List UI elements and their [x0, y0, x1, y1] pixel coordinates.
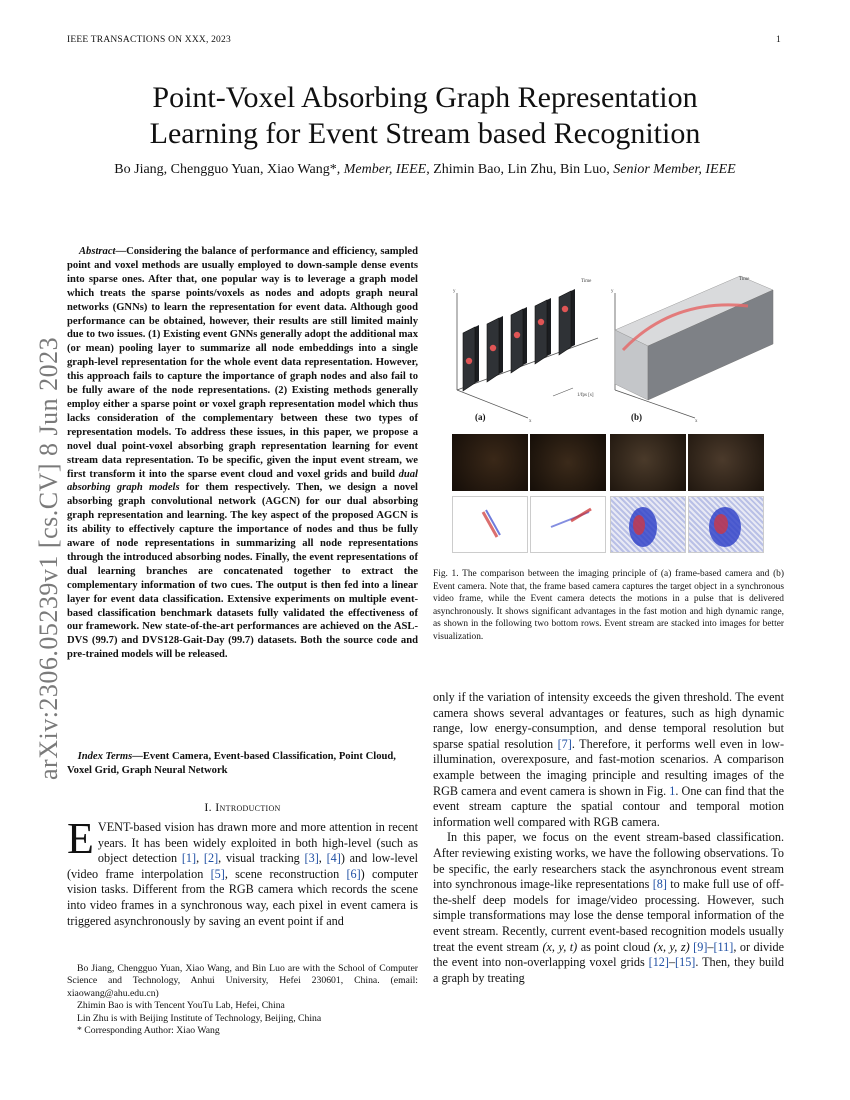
footnote: * Corresponding Author: Xiao Wang	[77, 1025, 220, 1037]
intro-text: , visual tracking	[218, 851, 305, 866]
title-line-1: Point-Voxel Absorbing Graph Representation	[152, 81, 698, 114]
abstract-label: Abstract	[78, 246, 116, 257]
video-frame	[511, 309, 523, 373]
body-text: only if the variation of intensity exceeds the given threshold. The event camera shows several advantages or features, such as high dynamic range, low energy-consumption, and dense temporal resolution but sparse spatial resolution	[433, 690, 784, 751]
citation-link[interactable]: [7]	[557, 736, 572, 751]
body-text: , or divide the event into non-overlapping voxel grids	[433, 939, 785, 970]
body-text: to make full use of off-the-shelf deep models for image/video processing. However, such simple transformations may lose the dense temporal information of the event stream. Recently, current event-based recognition models usually treat the event stream	[433, 877, 784, 954]
imaging-principle-diagram	[433, 268, 784, 428]
body-text: . Then, they build a graph by treating	[433, 955, 785, 985]
citation-link[interactable]: [4]	[326, 851, 341, 866]
figure-link[interactable]: 1	[669, 783, 676, 798]
video-frame	[535, 300, 547, 364]
citation-link[interactable]: [8]	[652, 877, 667, 892]
section-heading: I. Introduction	[204, 800, 281, 814]
abstract-text-2: for them respectively. Then, we design a novel absorbing graph convolutional network (AGCN) for our dual absorbing graph representation and learning. The key aspect of the proposed AGCN is its ability to effectively capture the importance of nodes and thus be fully aware of node representations in summarizing all node representations through the introduced absorbing nodes. Finally, the event representations of dual learning branches are concatenated together to extract the complementary information of two cues. The output is then fed into a linear layer for event data classification. Extensive experiments on multiple event-based classification benchmark datasets fully validated the effectiveness of our framework. New state-of-the-art performances are achieved on the ASL-DVS (99.7) and DVS128-Gait-Day (99.7) datasets. Both the source code and pre-trained models will be released.	[67, 482, 418, 661]
event-frame-4	[688, 496, 764, 553]
event-frame-3	[610, 496, 686, 553]
intro-text: VENT-based vision has drawn more and more attention in recent years. It has been widely exploited in both high-level (such as object detection	[97, 820, 418, 866]
video-frame-edge	[475, 325, 479, 383]
citation-link[interactable]: [15]	[675, 955, 696, 970]
math-inline: (x, y, z)	[653, 939, 690, 954]
abstract	[67, 245, 418, 662]
axis-x-b: x	[695, 419, 698, 424]
paragraph	[433, 830, 784, 986]
body-text: –	[668, 955, 676, 970]
target-object-dot	[514, 332, 520, 338]
body-text: –	[707, 939, 714, 954]
authors-middle: , Zhimin Bao, Lin Zhu, Bin Luo,	[426, 162, 610, 177]
intro-text: ) and low-level (video frame interpolation	[67, 851, 419, 881]
authors-main: Bo Jiang, Chengguo Yuan, Xiao Wang*,	[114, 162, 341, 177]
running-header: IEEE TRANSACTIONS ON XXX, 2023	[67, 35, 231, 45]
paper-title	[60, 80, 790, 152]
author-list	[40, 162, 810, 178]
arxiv-stamp	[30, 300, 64, 780]
label-a: (a)	[475, 412, 486, 422]
video-frame-edge	[523, 307, 527, 365]
intro-text: ) computer vision tasks. Different from the RGB camera which records the scene into video frames in a synchronous way, each pixel in event camera is triggered asynchronously by saving an event point if and	[67, 866, 418, 928]
authors-senior: Senior Member, IEEE	[613, 162, 736, 177]
target-object-dot	[538, 319, 544, 325]
axis-y-b: y	[611, 289, 614, 294]
right-column-text	[433, 690, 784, 986]
axis-time-b: Time	[739, 277, 750, 282]
event-camera-diagram	[611, 276, 773, 424]
target-object-dot	[562, 306, 568, 312]
target-object-dot	[490, 345, 496, 351]
event-frame-2	[530, 496, 606, 553]
rgb-frame-2	[530, 434, 606, 491]
video-frame-edge	[499, 316, 503, 374]
intro-text: ,	[196, 851, 204, 866]
index-terms	[67, 750, 418, 778]
footnote: Zhimin Bao is with Tencent YouTu Lab, Hefei, China	[77, 1000, 285, 1012]
index-terms-label: Index Terms	[77, 751, 133, 762]
event-frame-1	[452, 496, 528, 553]
citation-link[interactable]: [6]	[346, 866, 361, 881]
abstract-emphasis: dual absorbing graph models	[67, 468, 418, 494]
axis-time-a: Time	[581, 279, 592, 284]
citation-link[interactable]: [2]	[203, 851, 219, 866]
axis-x-a: x	[529, 419, 532, 424]
figure-caption: Fig. 1. The comparison between the imaging principle of (a) frame-based camera and (b) Event camera. Note that, the frame based camera captures the target object in a synchronous video frame, while the Event camera detects the motions in a pulse that is delivered asynchronously. It shows significant advantages in the fast motion and high dynamic range, as shown in the following two bottom rows. Event stream are stacked into images for better visualization.	[433, 569, 784, 642]
citation-link[interactable]: [3]	[304, 851, 319, 866]
video-frame-edge	[547, 298, 551, 356]
axis-y-a: y	[453, 289, 456, 294]
video-frame-edge	[571, 289, 575, 347]
intro-paragraph	[67, 814, 419, 929]
citation-link[interactable]: [1]	[181, 851, 197, 866]
title-line-2: Learning for Event Stream based Recognition	[149, 117, 701, 150]
body-text: In this paper, we focus on the event stream-based classification. After reviewing existing works, we have the following observations. To be specific, the early researchers stack the asynchronous event stream into synchronous image-like representations	[433, 830, 784, 892]
label-b: (b)	[631, 412, 642, 422]
page-number: 1	[776, 35, 781, 45]
arxiv-stamp-text: arXiv:2306.05239v1 [cs.CV] 8 Jun 2023	[34, 336, 63, 780]
footnotes	[67, 963, 418, 1037]
citation-link[interactable]: [5]	[210, 866, 225, 881]
frame-based-diagram	[453, 279, 598, 424]
citation-link[interactable]: [12]	[648, 955, 669, 970]
citation-link[interactable]: [9]	[693, 939, 708, 954]
figure-1-top	[433, 268, 784, 428]
body-text: . One can find that the event stream capture the spatial contour and temporal motion information well compared with RGB camera.	[433, 783, 785, 829]
intro-text: , scene reconstruction	[224, 866, 347, 881]
math-inline: (x, y, t)	[542, 939, 578, 954]
target-object-dot	[466, 358, 472, 364]
authors-member: Member, IEEE	[343, 162, 427, 177]
footnote: Bo Jiang, Chengguo Yuan, Xiao Wang, and Bin Luo are with the School of Computer Science and Technology, Anhui University, Hefei 230601, China. (email: xiaowang@ahu.edu.cn)	[67, 963, 418, 999]
rgb-frame-1	[452, 434, 528, 491]
video-frame	[559, 291, 571, 355]
abstract-text-1: —Considering the balance of performance and efficiency, sampled point and voxel methods are usually employed to down-sample dense events into sparse ones. After that, one popular way is to leverage a graph model which treats the sparse points/voxels as nodes and adopts graph neural networks (GNNs) to learn the representation for event data. Although good performance can be obtained, however, their results are still limited mainly due to two issues. (1) Existing event GNNs generally adopt the additional max (or mean) pooling layer to summarize all node embeddings into a single graph-level representation for the whole event data representation. However, this approach fails to capture the importance of graph nodes and also fail to be fully aware of the node representations. (2) Existing methods generally employ either a sparse point or voxel graph representation model which thus lacks consideration of the complementary between these two types of representation models. To address these issues, in this paper, we propose a novel dual point-voxel absorbing graph representation learning for event stream data representation. To be specific, given the input event stream, we first transform it into the sparse event cloud and voxel grids and build	[67, 246, 418, 480]
body-text: . Therefore, it performs well even in low-illumination, overexposure, and fast-motion scenarios. A comparison example between the imaging principle and resulting images of the RGB camera and event camera is shown in Fig.	[433, 736, 784, 798]
fps-label: 1/fps [s]	[577, 393, 594, 398]
index-terms-text: —Event Camera, Event-based Classification, Point Cloud, Voxel Grid, Graph Neural Network	[67, 751, 396, 776]
citation-link[interactable]: [11]	[713, 939, 734, 954]
rgb-frame-3	[610, 434, 686, 491]
intro-text: ,	[318, 851, 327, 866]
footnote: Lin Zhu is with Beijing Institute of Technology, Beijing, China	[77, 1012, 322, 1024]
paragraph	[433, 690, 784, 830]
rgb-frame-4	[688, 434, 764, 491]
drop-cap: E	[67, 814, 94, 863]
body-text: as point cloud	[577, 939, 654, 954]
